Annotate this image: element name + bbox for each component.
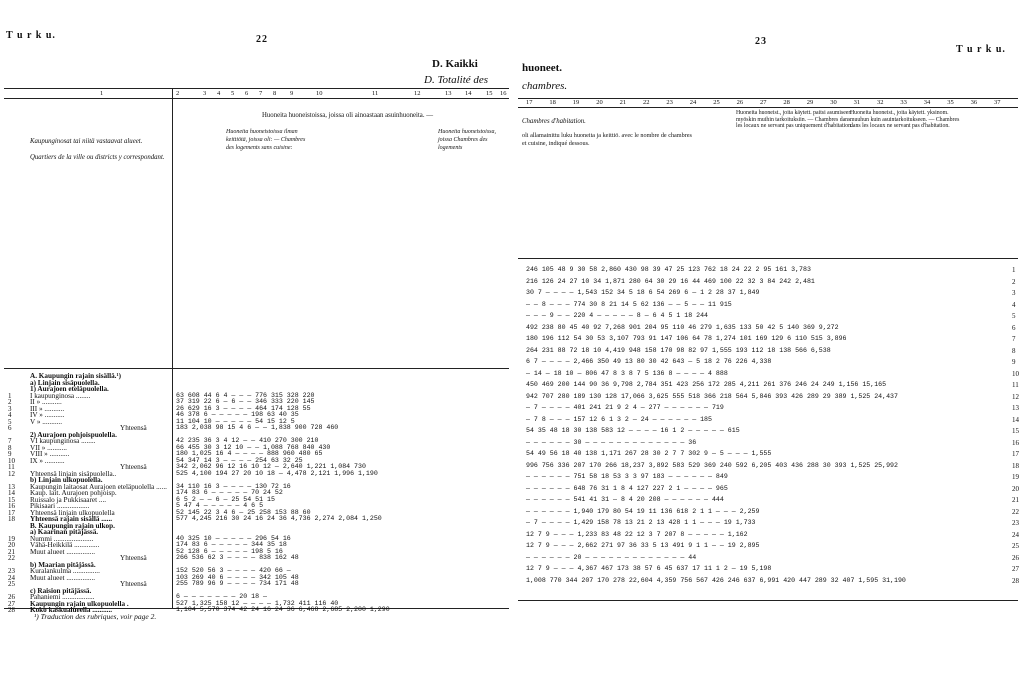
column-number: 32 [877, 99, 884, 106]
group-header-right-c: Huoneita huoneist., joita käytett. yksinom. muuhun kuin asuintarkoitukseen. — Chambres dans les locaux ne servant pas d'habitation. [850, 110, 960, 130]
row-values-right: 54 49 56 18 40 138 1,171 267 28 30 2 7 7 302 9 — 5 — — — 1,555 [526, 450, 772, 457]
page-number: 22 [256, 34, 268, 45]
row-number-right: 26 [1012, 553, 1019, 562]
row-label: Ruissalo ja Pukkisaaret .... [30, 495, 107, 504]
row-number-right: 11 [1012, 381, 1019, 389]
group-header-right-b: Huoneita huoneist., joita käytett. paitsi asumiseen myöskin muihin tarkoituksiin. — Chambres dans les locaux ne servant pas uniquement d'habitation. [736, 110, 853, 130]
row-number-right: 19 [1012, 473, 1019, 481]
column-number: 25 [713, 99, 720, 106]
header-bottom-rule-right [518, 258, 1018, 259]
row-label: Yhteensä rajain sisällä ...... [30, 515, 113, 523]
row-number: 8 [8, 443, 12, 452]
row-number-right: 28 [1012, 576, 1019, 585]
top-rule [4, 88, 509, 89]
column-number: 30 [830, 99, 837, 106]
row-label: Yhteensä [120, 580, 147, 588]
row-values: 11 104 10 — — — — — 54 15 12 5 [176, 417, 295, 425]
bottom-rule-right [518, 600, 1018, 601]
row-number-right: 2 [1012, 277, 1016, 286]
header-bottom-rule [4, 368, 509, 369]
table-title-cont-fr: chambres. [522, 80, 568, 92]
table-title-fr: D. Totalité des [424, 74, 489, 86]
column-number: 4 [217, 90, 221, 97]
group-header-right-a: oli allamainittu luku huoneita ja keittiö. avec le nombre de chambres et cuisine, indiqué dessous. [522, 132, 692, 147]
row-number-right: 20 [1012, 484, 1019, 493]
column-number: 11 [372, 90, 379, 97]
colnum-rule [4, 98, 509, 99]
row-values: 103 269 40 6 — — — — 342 105 48 [176, 573, 299, 581]
column-number: 24 [689, 99, 697, 106]
row-label: Yhteensä [120, 463, 147, 471]
group-header-b: Huoneita huoneistoissa ilman keittiötä, joissa oli: — Chambres des logements sans cuisine: [226, 129, 306, 151]
column-number: 19 [572, 99, 580, 106]
row-values: 174 83 6 — — — — — 70 24 52 [176, 489, 283, 496]
column-number: 37 [994, 99, 1001, 106]
column-number: 8 [273, 90, 277, 97]
row-values: 342 2,062 96 12 16 10 12 — 2,640 1,221 1,084 730 [176, 463, 366, 470]
row-number-right: 7 [1012, 335, 1016, 343]
column-number: 14 [465, 90, 472, 97]
row-values-right: — — 8 — — — 774 30 8 21 14 5 62 136 — — 5 — — 11 915 [526, 300, 732, 308]
row-number: 9 [8, 450, 12, 458]
row-label: VI kaupunginosa ........ [30, 437, 96, 445]
row-number-right: 27 [1012, 565, 1019, 573]
row-values-right: 12 7 9 — — — 1,233 83 48 22 12 3 7 207 8 — — — — — 1,162 [526, 530, 748, 538]
row-values-right: — — — — — — 648 76 31 1 8 4 127 227 2 1 — — — — 965 [526, 484, 728, 492]
row-values: 34 110 16 3 — — — — 130 72 16 [176, 482, 291, 490]
running-head-city: T u r k u. [6, 30, 56, 41]
row-values-right: 996 756 336 207 170 266 18,237 3,892 583 529 369 240 592 6,205 403 436 288 30 393 1,525 25,992 [526, 461, 898, 469]
stub-header-fr: Quartiers de la ville ou districts y correspondant. [30, 154, 165, 161]
row-values-right: — 7 — — — — 401 241 21 9 2 4 — 277 — — — — — — 719 [526, 404, 724, 411]
column-number: 17 [526, 99, 533, 106]
row-number-right: 16 [1012, 438, 1019, 447]
row-values: 42 235 36 3 4 12 — — 410 270 300 210 [176, 437, 319, 444]
table-title-cont: huoneet. [522, 62, 563, 74]
row-label: Muut alueet ................ [30, 573, 96, 582]
row-label: Koko kaskualueella ........... [30, 606, 113, 614]
row-values-right: — — — — — — 541 41 31 — 8 4 20 208 — — — — — — 444 [526, 496, 724, 503]
row-label: VIII » ........... [30, 450, 70, 458]
row-values-right: 216 126 24 27 10 34 1,871 280 64 30 29 16 44 469 100 22 32 3 84 242 2,481 [526, 277, 815, 285]
row-values: 5 47 4 — — — — — 4 6 5 [176, 502, 264, 509]
row-label: I kaupunginosa ........ [30, 391, 91, 400]
row-values: 63 608 44 6 4 — — — 776 315 328 220 [176, 391, 315, 399]
column-number: 28 [783, 99, 790, 106]
row-values: 174 83 6 — — — — — 344 35 18 [176, 541, 287, 548]
row-number-right: 4 [1012, 300, 1016, 309]
row-label: Kaupungin laitaosat Aurajoen eteläpuolella ...... [30, 482, 167, 491]
row-label: Pahaniemi .................. [30, 593, 95, 601]
row-values-right: — — — 9 — — 220 4 — — — — — 8 — 6 4 5 1 18 244 [526, 312, 709, 319]
row-label: a) Linjain sisäpuolella. [30, 378, 100, 387]
column-number: 15 [486, 90, 493, 97]
row-number: 3 [8, 404, 12, 413]
row-values-right: — — — — — — 20 — — — — — — — — — — — — — 44 [526, 553, 697, 561]
row-label: III » ........... [30, 404, 65, 413]
row-label: A. Kaupungin rajain sisällä.¹) [30, 372, 122, 380]
row-label: Vähä-Heikkilä .............. [30, 541, 100, 549]
row-label: B. Kaupungin rajain ulkop. [30, 521, 115, 530]
row-number: 27 [8, 599, 15, 608]
group-header-c: Huoneita huoneistoissa, joissa Chambres des logements [438, 129, 496, 151]
row-values-right: 12 7 9 — — — 4,367 467 173 38 57 6 45 637 17 11 1 2 — 19 5,198 [526, 565, 772, 572]
row-label: Muut alueet ................ [30, 547, 96, 556]
row-number-right: 14 [1012, 415, 1019, 424]
row-values: 183 2,038 98 15 4 6 — — 1,838 900 728 460 [176, 424, 339, 431]
row-values: 37 319 22 6 — 6 — — 346 333 220 145 [176, 398, 315, 405]
row-number-right: 3 [1012, 289, 1016, 297]
column-number: 2 [176, 90, 180, 97]
row-number: 28 [8, 606, 15, 614]
column-number: 29 [806, 99, 814, 106]
row-values-right: — 14 — 18 10 — 806 47 8 3 8 7 5 136 8 — — — — 4 888 [526, 369, 728, 377]
row-values: 26 629 16 3 — — — — 464 174 128 55 [176, 404, 311, 412]
row-values: 527 1,325 158 12 — — — — 1,732 411 116 40 [176, 599, 339, 607]
column-number: 21 [619, 99, 627, 106]
row-label: 2) Aurajoen pohjoispuolella. [30, 430, 117, 439]
top-rule-right [518, 98, 1018, 99]
row-values: 525 4,100 194 27 20 10 18 — 4,478 2,121 1,996 1,190 [176, 469, 378, 477]
row-label: c) Raision pitäjässä. [30, 586, 92, 595]
row-values-right: 6 7 — — — — 2,466 350 49 13 80 30 42 643 — 5 18 2 76 226 4,338 [526, 358, 772, 365]
column-number: 5 [231, 90, 235, 97]
column-number: 1 [100, 90, 104, 97]
row-values: 255 789 96 9 — — — — 734 171 48 [176, 580, 299, 587]
row-label: Kaup. lait. Aurajoen pohjoisp. [30, 489, 117, 497]
row-values-right: 246 105 48 9 30 58 2,860 430 98 39 47 25 123 762 18 24 22 2 95 161 3,783 [526, 266, 811, 273]
row-label: Kuralankulma ............... [30, 567, 100, 575]
column-number: 3 [203, 90, 207, 97]
row-values-right: — 7 8 — — — 157 12 6 1 3 2 — 24 — — — — — — 185 [526, 415, 712, 423]
stub-caption-right: Chambres d'habitation. [522, 118, 586, 125]
row-number-right: 10 [1012, 369, 1019, 378]
colnum-rule-right [518, 107, 1018, 108]
row-values-right: 30 7 — — — — 1,543 152 34 5 18 6 54 269 6 — 1 2 28 37 1,849 [526, 289, 760, 296]
row-values-right: 942 707 280 189 130 128 17,066 3,625 555 518 366 218 564 5,846 393 426 289 29 389 1,525 24,437 [526, 392, 898, 400]
column-number: 31 [853, 99, 861, 106]
row-values: 40 325 10 — — — — — 296 54 16 [176, 534, 291, 542]
row-values: 6 5 2 — — 6 — 25 54 51 15 [176, 495, 275, 503]
row-number-right: 12 [1012, 392, 1019, 401]
column-number: 34 [923, 99, 931, 106]
row-label: Yhteensä [120, 554, 147, 562]
row-values: 152 520 56 3 — — — — 420 66 — [176, 567, 291, 574]
row-values-right: 54 35 48 18 30 138 583 12 — — — — 16 1 2 — — — — — 615 [526, 427, 740, 434]
row-label: Kaupungin rajain ulkopuolella . [30, 599, 129, 608]
column-number: 36 [970, 99, 978, 106]
row-values: 266 536 62 3 — — — — 838 162 48 [176, 554, 299, 561]
stub-divider [172, 88, 173, 608]
row-number: 22 [8, 554, 15, 562]
row-values-right: 450 469 200 144 90 36 9,798 2,784 351 423 256 172 285 4,211 261 376 246 24 249 1,156 15,165 [526, 381, 887, 388]
row-label: b) Linjain ulkopuolella. [30, 476, 103, 484]
row-number: 17 [8, 508, 15, 517]
row-label: 1) Aurajoen eteläpuolella. [30, 385, 109, 393]
row-number: 19 [8, 534, 15, 543]
group-header-a: Huoneita huoneistoissa, joissa oli ainoastaan asuinhuoneita. — [262, 112, 434, 119]
row-values-right: — — — — — — 751 58 18 53 3 3 97 183 — — — — — — 849 [526, 473, 728, 480]
row-number: 11 [8, 463, 15, 471]
column-number: 26 [736, 99, 744, 106]
row-number: 14 [8, 489, 15, 497]
column-number: 9 [290, 90, 294, 97]
row-number: 4 [8, 411, 12, 419]
row-number-right: 17 [1012, 450, 1019, 458]
row-label: Yhteensä linjain ulkopuolella [30, 508, 115, 517]
row-values-right: — 7 — — — — 1,429 158 78 13 21 2 13 428 1 1 — — — 19 1,733 [526, 519, 756, 526]
row-number: 25 [8, 580, 15, 588]
row-values: 1,104 5,570 374 42 24 16 24 36 6,468 2,685 2,200 1,290 [176, 606, 390, 613]
right-page [512, 0, 1023, 697]
row-number-right: 6 [1012, 323, 1016, 332]
row-values-right: 264 231 88 72 18 10 4,419 948 158 170 98 82 97 1,555 193 112 18 138 566 6,538 [526, 346, 831, 354]
row-number-right: 18 [1012, 461, 1019, 470]
column-number: 22 [643, 99, 650, 106]
column-number: 35 [947, 99, 954, 106]
column-number: 33 [900, 99, 907, 106]
row-number-right: 23 [1012, 519, 1019, 527]
row-number: 16 [8, 502, 15, 510]
page-number-right: 23 [755, 36, 767, 47]
row-values-right: — — — — — — 30 — — — — — — — — — — — — — 36 [526, 438, 697, 446]
stub-header: Kaupunginosat tai niitä vastaavat alueet. [30, 138, 143, 145]
row-number-right: 1 [1012, 266, 1016, 274]
column-number: 20 [596, 99, 603, 106]
row-number: 24 [8, 573, 15, 582]
row-number: 12 [8, 469, 15, 478]
column-number: 6 [245, 90, 249, 97]
row-label: Nummi ...................... [30, 534, 94, 543]
row-number-right: 24 [1012, 530, 1019, 539]
column-number: 12 [414, 90, 421, 97]
row-number-right: 22 [1012, 507, 1019, 516]
row-number-right: 9 [1012, 358, 1016, 366]
row-number-right: 15 [1012, 427, 1019, 435]
row-values: 577 4,245 216 30 24 16 24 36 4,736 2,274 2,084 1,250 [176, 515, 382, 522]
row-number: 2 [8, 398, 12, 406]
row-number: 26 [8, 593, 15, 601]
column-number: 18 [549, 99, 556, 106]
row-number: 18 [8, 515, 15, 523]
row-label: Pikisaari .................. [30, 502, 90, 510]
row-number: 10 [8, 456, 15, 465]
row-label: VII » ........... [30, 443, 67, 452]
column-number: 7 [259, 90, 263, 97]
row-number: 15 [8, 495, 15, 504]
row-values-right: 492 238 80 45 40 92 7,268 901 204 95 110 46 279 1,635 133 50 42 5 140 369 9,272 [526, 323, 839, 331]
row-label: Yhteensä [120, 424, 147, 432]
table-title: D. Kaikki [432, 58, 478, 70]
row-label: IV » ........... [30, 411, 65, 419]
row-values: 180 1,025 16 4 — — — — 888 960 480 65 [176, 450, 323, 457]
row-number: 13 [8, 482, 15, 491]
row-number-right: 21 [1012, 496, 1019, 504]
row-number: 6 [8, 424, 12, 432]
running-head-city-right: T u r k u. [956, 44, 1006, 55]
column-number: 13 [445, 90, 452, 97]
row-number-right: 13 [1012, 404, 1019, 412]
row-values: 52 145 22 3 4 6 — 25 258 153 88 60 [176, 508, 311, 516]
row-label: V » ........... [30, 417, 63, 426]
row-number: 20 [8, 541, 15, 549]
row-values-right: 180 196 112 54 30 53 3,107 793 91 147 106 64 78 1,274 101 169 129 6 110 515 3,896 [526, 335, 847, 342]
row-number: 21 [8, 547, 15, 556]
row-number-right: 8 [1012, 346, 1016, 355]
column-number: 16 [500, 90, 507, 97]
row-values: 52 128 6 — — — — — 198 5 16 [176, 547, 283, 555]
row-number: 23 [8, 567, 15, 575]
row-number: 5 [8, 417, 12, 426]
row-number-right: 25 [1012, 542, 1019, 550]
left-page [0, 0, 511, 697]
row-values: 6 — — — — — — — 20 18 — [176, 593, 268, 600]
row-number: 1 [8, 391, 12, 400]
row-label: IX » ........... [30, 456, 65, 465]
row-label: II » ........... [30, 398, 62, 406]
row-number: 7 [8, 437, 12, 445]
column-number: 10 [316, 90, 323, 97]
column-number: 23 [666, 99, 673, 106]
row-values-right: 12 7 9 — — — 2,662 271 97 36 33 5 13 491 9 1 1 — — 19 2,895 [526, 542, 760, 549]
row-values-right: 1,008 770 344 207 170 278 22,604 4,359 756 567 426 246 637 6,991 420 447 289 32 407 1,595 31,190 [526, 576, 906, 584]
column-number: 27 [760, 99, 767, 106]
row-label: b) Maarian pitäjässä. [30, 560, 96, 569]
row-values: 46 378 6 — — — — — 198 63 40 35 [176, 411, 299, 418]
row-label: a) Kaarinan pitäjässä. [30, 528, 99, 536]
row-values: 54 347 14 3 — — — — 254 63 32 25 [176, 456, 303, 464]
row-values: 66 455 30 3 12 10 — — 1,088 768 840 430 [176, 443, 331, 451]
row-values-right: — — — — — — 1,940 179 80 54 19 11 136 618 2 1 1 — — — 2,259 [526, 507, 760, 515]
row-number-right: 5 [1012, 312, 1016, 320]
footnote: ¹) Traduction des rubriques, voir page 2. [34, 612, 157, 621]
row-label: Yhteensä linjain sisäpuolella.. [30, 469, 117, 478]
